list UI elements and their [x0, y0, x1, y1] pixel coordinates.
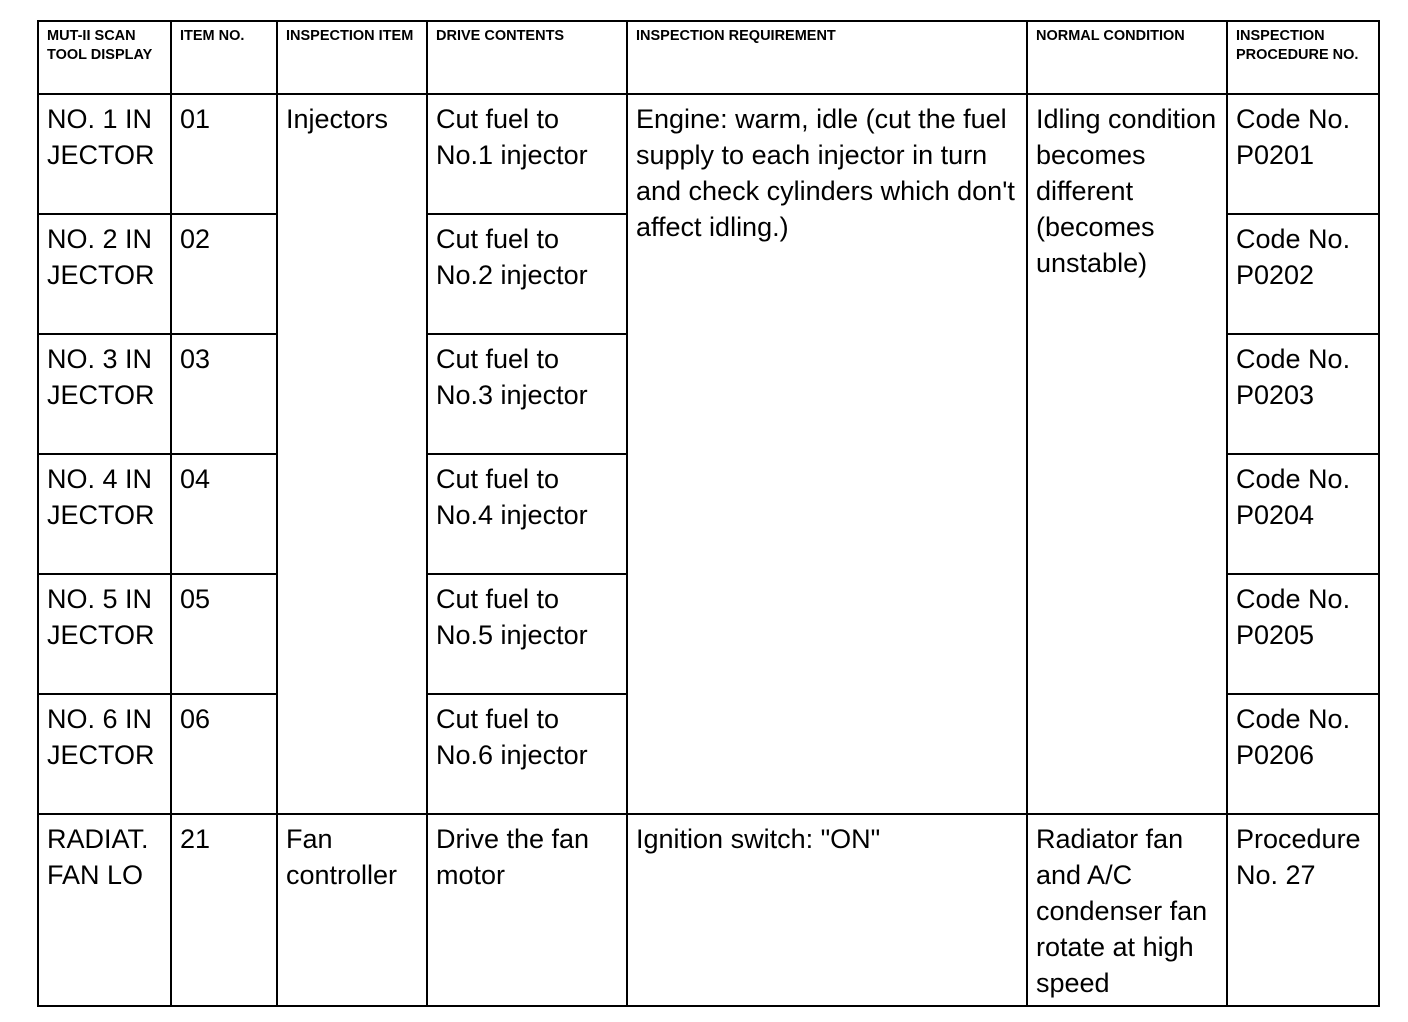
- scan-tool-display-cell: NO. 4 INJECTOR: [38, 454, 171, 574]
- scan-tool-display-cell: NO. 2 INJECTOR: [38, 214, 171, 334]
- item-no-cell: 01: [171, 94, 277, 214]
- procedure-cell: Code No. P0202: [1227, 214, 1379, 334]
- item-no-cell: 21: [171, 814, 277, 1006]
- drive-contents-cell: Cut fuel to No.5 injector: [427, 574, 627, 694]
- header-item-no: ITEM NO.: [171, 21, 277, 94]
- scan-tool-display-cell: NO. 6 INJECTOR: [38, 694, 171, 814]
- item-no-cell: 06: [171, 694, 277, 814]
- item-no-cell: 03: [171, 334, 277, 454]
- header-inspection-procedure-no: INSPECTION PROCEDURE NO.: [1227, 21, 1379, 94]
- drive-contents-cell: Cut fuel to No.3 injector: [427, 334, 627, 454]
- procedure-cell: Code No. P0204: [1227, 454, 1379, 574]
- header-inspection-requirement: INSPECTION REQUIREMENT: [627, 21, 1027, 94]
- item-no-cell: 02: [171, 214, 277, 334]
- scan-tool-display-cell: NO. 5 INJECTOR: [38, 574, 171, 694]
- item-no-cell: 05: [171, 574, 277, 694]
- procedure-cell: Procedure No. 27: [1227, 814, 1379, 1006]
- procedure-cell: Code No. P0203: [1227, 334, 1379, 454]
- inspection-requirement-cell: Engine: warm, idle (cut the fuel supply to each injector in turn and check cylinders which don't affect idling.): [627, 94, 1027, 814]
- inspection-table: [37, 20, 1380, 1007]
- header-scan-tool-display: MUT-II SCAN TOOL DISPLAY: [38, 21, 171, 94]
- item-no-cell: 04: [171, 454, 277, 574]
- procedure-cell: Code No. P0206: [1227, 694, 1379, 814]
- drive-contents-cell: Cut fuel to No.1 injector: [427, 94, 627, 214]
- normal-condition-cell: Radiator fan and A/C condenser fan rotate at high speed: [1027, 814, 1227, 1006]
- drive-contents-cell: Cut fuel to No.2 injector: [427, 214, 627, 334]
- table-row: [38, 814, 1379, 1006]
- scan-tool-display-cell: RADIAT. FAN LO: [38, 814, 171, 1006]
- header-inspection-item: INSPECTION ITEM: [277, 21, 427, 94]
- drive-contents-cell: Drive the fan motor: [427, 814, 627, 1006]
- inspection-requirement-cell: Ignition switch: "ON": [627, 814, 1027, 1006]
- procedure-cell: Code No. P0205: [1227, 574, 1379, 694]
- drive-contents-cell: Cut fuel to No.4 injector: [427, 454, 627, 574]
- scan-tool-display-cell: NO. 1 INJECTOR: [38, 94, 171, 214]
- inspection-item-cell: Injectors: [277, 94, 427, 814]
- procedure-cell: Code No. P0201: [1227, 94, 1379, 214]
- header-row: [38, 21, 1379, 94]
- header-normal-condition: NORMAL CONDITION: [1027, 21, 1227, 94]
- scan-tool-display-cell: NO. 3 INJECTOR: [38, 334, 171, 454]
- header-drive-contents: DRIVE CONTENTS: [427, 21, 627, 94]
- normal-condition-cell: Idling condition becomes different (becomes unstable): [1027, 94, 1227, 814]
- drive-contents-cell: Cut fuel to No.6 injector: [427, 694, 627, 814]
- table-row: [38, 94, 1379, 214]
- inspection-item-cell: Fan controller: [277, 814, 427, 1006]
